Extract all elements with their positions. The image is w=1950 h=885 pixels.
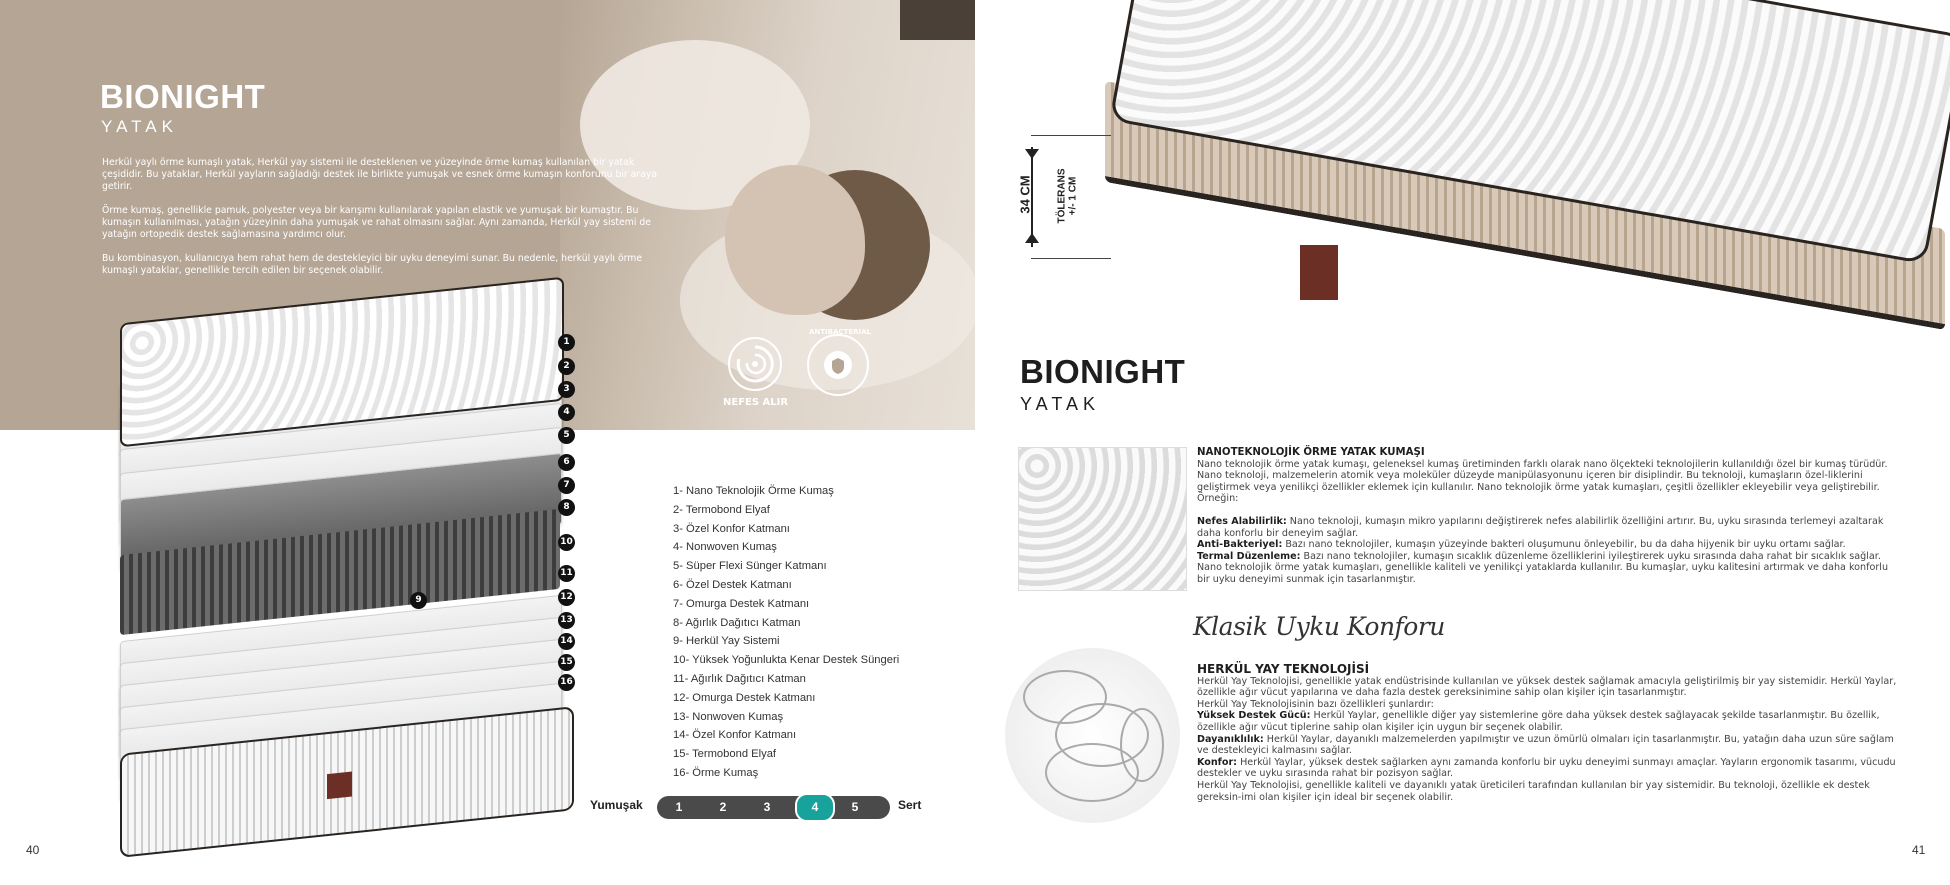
legend-item: 7- Omurga Destek Katmanı: [673, 597, 810, 610]
firmness-step: 5: [851, 800, 859, 814]
layer-number: 9: [410, 592, 427, 609]
brand-subtitle: YATAK: [101, 117, 178, 136]
intro-paragraph: Bu kombinasyon, kullanıcıya hem rahat hem de destekleyici bir uyku deneyimi sunar. Bu nedenle, herkül yaylı örme kumaşlı yataklar, genellikle tercih edilen bir seçenek olabilir.: [102, 253, 643, 276]
script-heading: Klasik Uyku Konforu: [1193, 612, 1445, 641]
hercules-spring-section: [1197, 664, 1907, 803]
intro-text: [102, 157, 662, 289]
antibacterial-shield-icon: [807, 334, 869, 396]
legend-item: 1- Nano Teknolojik Örme Kumaş: [673, 485, 834, 497]
legend-item: 9- Herkül Yay Sistemi: [673, 635, 780, 648]
brand-title: BIONIGHT: [1020, 353, 1186, 390]
layer-number: 15: [558, 654, 575, 671]
section-outro: Herkül Yay Teknolojisi, genellikle kaliteli ve dayanıklı yatak üreticileri tarafından kullanılan bir yay sistemidir. Bu teknoloji, özellikle ek destek gereksin-imi olan kişiler için ideal bir seçenek olabilir.: [1197, 779, 1870, 803]
tolerance-label: [1057, 169, 1079, 224]
tolerance-value: +/- 1 CM: [1067, 176, 1079, 216]
feature-term: Anti-Bakteriyel:: [1197, 539, 1283, 551]
legend-item: 3- Özel Konfor Katmanı: [673, 522, 790, 535]
hercules-spring-photo: [1005, 648, 1180, 823]
firmness-step: 1: [675, 800, 683, 814]
mattress-layer-diagram: [110, 300, 580, 840]
section-lead: Herkül Yay Teknolojisinin bazı özellikleri şunlardır:: [1197, 698, 1434, 710]
layer-number: 11: [558, 565, 575, 582]
knit-fabric-swatch: [1018, 447, 1187, 591]
brand-subtitle: YATAK: [1020, 394, 1101, 414]
feature-text: Nano teknoloji, kumaşın mikro yapılarını değiştirerek nefes alabilirlik özelliğini artırır. Bu, uyku sırasında terlemeyi azaltarak daha konforlu bir deneyim sağlar.: [1197, 515, 1884, 539]
soft-label: Yumuşak: [590, 798, 643, 812]
nano-fabric-section: [1197, 447, 1897, 586]
dimension-tick: [1031, 135, 1111, 136]
legend-item: 10- Yüksek Yoğunlukta Kenar Destek Süngeri: [673, 654, 900, 667]
feature-term: Termal Düzenleme:: [1197, 550, 1301, 562]
page-number-left: 40: [26, 843, 40, 857]
feature-item: [1197, 734, 1907, 757]
feature-text: Herkül Yaylar, yüksek destek sağlarken aynı zamanda konforlu bir uyku deneyimi sunmayı amaçlar. Yayların ergonomik tasarımı, vücudu destekler ve uyku sırasında rahat bir pozisyon sağlar.: [1197, 756, 1896, 780]
layer-number: 3: [558, 381, 575, 398]
breathing-swirl-icon: [728, 337, 782, 391]
section-title: HERKÜL YAY TEKNOLOJİSİ: [1197, 662, 1370, 676]
legend-item: 5- Süper Flexi Sünger Katmanı: [673, 560, 827, 573]
legend-item: 15- Termobond Elyaf: [673, 748, 777, 761]
section-intro: Herkül Yay Teknolojisi, genellikle yatak endüstrisinde kullanılan ve yüksek destek sağlamak amacıyla geliştirilmiş bir yay sistemidir. Herkül Yaylar, özellikle ağır vücut yapılarına ve daha fazla destek gereksinimine sahip olan kişiler için tasarlanmıştır.: [1197, 675, 1897, 699]
intro-paragraph: Herkül yaylı örme kumaşlı yatak, Herkül yay sistemi ile desteklenen ve yüzeyinde örme kumaş kullanılan bir yatak çeşididir. Bu yataklar, Herkül yayların sağladığı destek ile birlikte yumuşak ve esnek örme kumaşın konforunu bir araya getirir.: [102, 157, 658, 192]
firmness-step: 2: [719, 800, 727, 814]
height-dimension: [1018, 135, 1108, 260]
arrow-up-icon: [1025, 233, 1039, 243]
layer-number: 5: [558, 427, 575, 444]
breathing-badge-label: NEFES ALIR: [723, 397, 789, 408]
firmness-step: 3: [763, 800, 771, 814]
firmness-step-selected: 4: [795, 793, 835, 822]
layer-number: 10: [558, 534, 575, 551]
antibacterial-badge-label: ANTIBACTERIAL: [809, 328, 871, 336]
feature-term: Dayanıklılık:: [1197, 733, 1264, 745]
legend-item: 14- Özel Konfor Katmanı: [673, 729, 797, 742]
layer-number: 12: [558, 589, 575, 606]
layer-number: 14: [558, 633, 575, 650]
tolerance-title: TÖLERANS: [1056, 168, 1068, 224]
feature-item: [1197, 757, 1907, 780]
hard-label: Sert: [898, 798, 922, 812]
legend-item: 8- Ağırlık Dağıtıcı Katman: [673, 616, 801, 629]
layer-number: 6: [558, 454, 575, 471]
feature-item: [1197, 551, 1897, 563]
feature-text: Bazı nano teknolojiler, kumaşın yüzeyinde bakteri oluşumunu önleyebilir, bu da daha hijyenik bir uyku ortamı sağlar.: [1282, 539, 1846, 551]
layer-number: 7: [558, 477, 575, 494]
layer-number: 8: [558, 499, 575, 516]
feature-item: [1197, 516, 1897, 539]
layer-number: 13: [558, 612, 575, 629]
legend-item: 2- Termobond Elyaf: [673, 503, 770, 516]
layer-number: 4: [558, 404, 575, 421]
spring-coil: [1120, 708, 1164, 782]
layer-legend: [673, 482, 899, 783]
brand-title: BIONIGHT: [100, 78, 266, 115]
layer-number: 16: [558, 674, 575, 691]
layer-number: 1: [558, 334, 575, 351]
dimension-tick: [1031, 258, 1111, 259]
feature-term: Yüksek Destek Gücü:: [1197, 710, 1311, 722]
feature-text: Herkül Yaylar, genellikle diğer yay sistemlerine göre daha yüksek destek sağlayacak şekilde tasarlanmıştır. Bu özellik, özellikle ağır vücut tiplerine sahip olan kişiler için uygun bir seçenek olabilir.: [1197, 710, 1880, 733]
feature-text: Herkül Yaylar, dayanıklı malzemelerden yapılmıştır ve uzun ömürlü olmaları için tasarlanmıştır. Bu, yatağın daha uzun süre sağlam ve destekleyici kalmasını sağlar.: [1197, 733, 1894, 757]
section-title: NANOTEKNOLOJİK ÖRME YATAK KUMAŞI: [1197, 447, 1425, 458]
feature-term: Konfor:: [1197, 756, 1238, 768]
feature-item: [1197, 710, 1907, 733]
mattress-product-photo: [1100, 0, 1950, 425]
legend-item: 12- Omurga Destek Katmanı: [673, 691, 816, 704]
feature-term: Nefes Alabilirlik:: [1197, 515, 1287, 527]
legend-item: 6- Özel Destek Katmanı: [673, 578, 792, 591]
brand-tag: [1300, 245, 1338, 300]
legend-item: 16- Örme Kumaş: [673, 766, 759, 779]
intro-paragraph: Örme kumaş, genellikle pamuk, polyester veya bir karışımı kullanılarak yapılan elastik ve yumuşak bir kumaştır. Bu kumaşın kullanılması, yatağın yüzeyinin daha yumuşak ve rahat olmasını sağlar. Aynı zamanda, Herkül yay sistemi de yatağın ortopedik destek sağlamasına yardımcı olur.: [102, 205, 651, 240]
legend-item: 11- Ağırlık Dağıtıcı Katman: [673, 672, 806, 685]
section-intro: Nano teknolojik örme yatak kumaşı, geleneksel kumaş üretiminden farklı olarak nano ölçekteki teknolojilerin kullanıldığı özel bir kumaş türüdür. Nano teknoloji, malzemelerin atomik veya moleküler düzeyde manipülasyonunu içeren bir disiplindir. Bu teknoloji, kumaşların özel-liklerini geliştirmek veya yenilikçi özellikler eklemek için kullanılır. Nano teknolojik örme yatak kumaşları, çeşitli özellikler ekleyebilir veya geliştirebilir. Örneğin:: [1197, 458, 1888, 505]
legend-item: 4- Nonwoven Kumaş: [673, 541, 777, 554]
feature-item: [1197, 539, 1897, 551]
page-number-right: 41: [1912, 843, 1926, 857]
firmness-bar: [657, 796, 890, 819]
brand-tag: [327, 771, 352, 799]
section-outro: Nano teknolojik örme yatak kumaşları, genellikle kaliteli ve yenilikçi yataklarda kullanılır. Bu kumaşlar, uyku kalitesini artırmak ve daha konforlu bir uyku deneyimi sunmak için tasarlanmıştır.: [1197, 562, 1889, 585]
layer-number: 2: [558, 358, 575, 375]
height-value: 34 CM: [1017, 175, 1033, 214]
legend-item: 13- Nonwoven Kumaş: [673, 710, 784, 723]
feature-text: Bazı nano teknolojiler, kumaşın sıcaklık düzenleme özelliklerini iyileştirerek uyku sırasında daha rahat bir sıcaklık sağlar.: [1300, 550, 1881, 562]
